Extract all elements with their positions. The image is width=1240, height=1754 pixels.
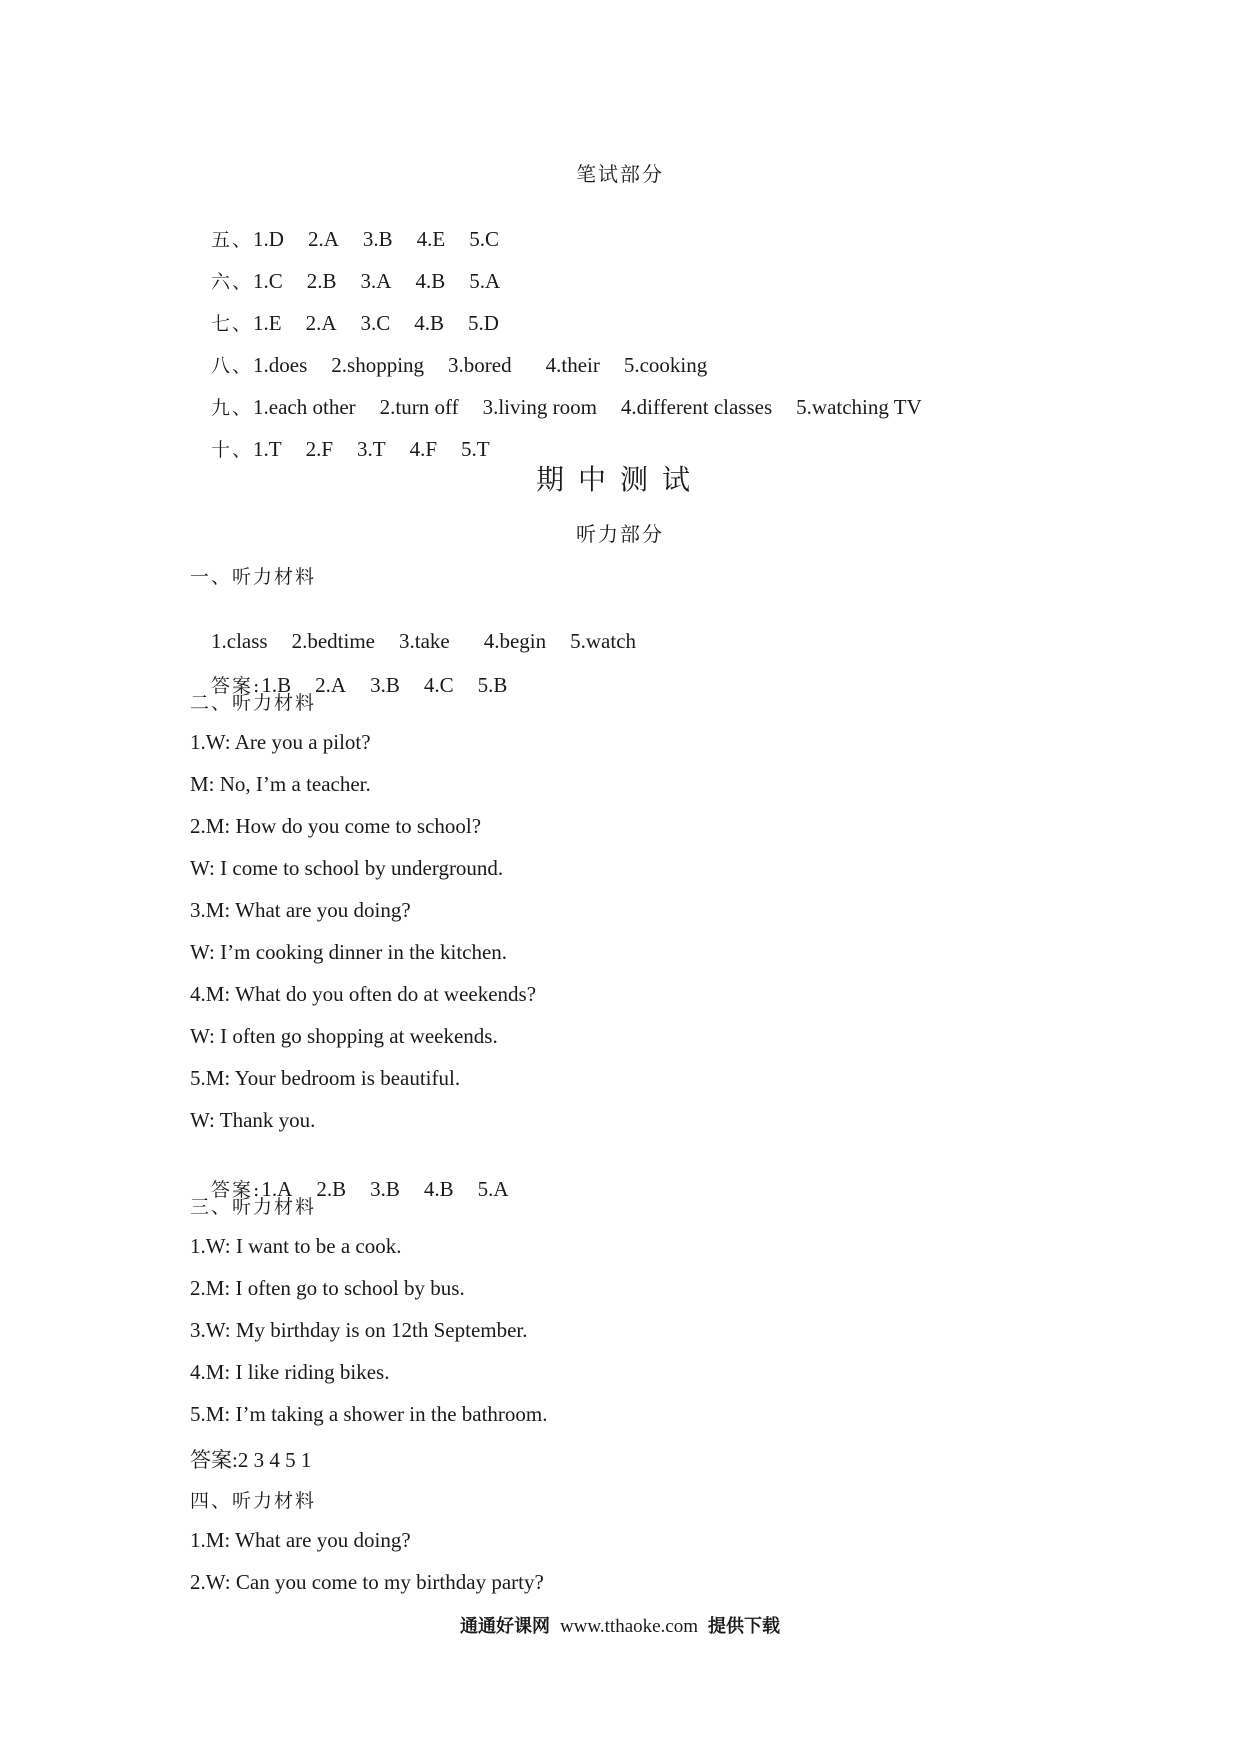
answer-item: 1.does [253,353,308,377]
answer-item: 2.B [306,269,337,293]
answer-item: 2.B [316,1177,347,1201]
transcript-line: W: I’m cooking dinner in the kitchen. [190,940,508,964]
transcript-line: 1.M: What are you doing? [190,1528,411,1552]
answer-item: 5.watching TV [796,395,922,419]
transcript-line: W: Thank you. [190,1108,316,1132]
answer-item: 2.turn off [379,395,459,419]
part3-answers: 答案:2 3 4 5 1 [190,1448,312,1472]
transcript-line: 3.M: What are you doing? [190,898,411,922]
answer-item: 1.E [253,311,282,335]
answer-item: 5.D [468,311,499,335]
word-item: 4.begin [483,629,547,653]
answer-item: 3.C [360,311,391,335]
transcript-line: W: I come to school by underground. [190,856,504,880]
answer-item: 2.shopping [331,353,425,377]
answer-item: 4.F [409,437,438,461]
answer-item: 3.B [370,673,400,697]
transcript-line: 4.M: I like riding bikes. [190,1360,390,1384]
answer-item: 1.T [253,437,282,461]
word-item: 5.watch [570,629,637,653]
answer-item: 3.B [362,227,393,251]
transcript-line: 2.M: How do you come to school? [190,814,482,838]
answer-prefix: 答案: [211,1179,262,1201]
answer-item: 2.F [305,437,334,461]
answer-item: 5.C [469,227,499,251]
answer-item: 2.A [307,227,339,251]
word-item: 1.class [211,629,268,653]
row-label: 七、 [211,313,254,335]
row-label: 十、 [211,439,254,461]
footer-url[interactable]: www.tthaoke.com [559,1616,699,1637]
part1-heading: 一、听力材料 [190,566,317,588]
answer-item: 1.D [253,227,284,251]
transcript-line: W: I often go shopping at weekends. [190,1024,498,1048]
answer-item: 1.A [261,1177,293,1201]
row-label: 八、 [211,355,254,377]
footer-suffix: 提供下载 [708,1616,781,1637]
answer-item: 1.C [253,269,283,293]
part4-heading: 四、听力材料 [190,1490,317,1512]
part3-heading: 三、听力材料 [190,1196,317,1218]
answer-item: 5.A [477,1177,509,1201]
answer-item: 4.B [423,1177,454,1201]
answer-item: 3.B [370,1177,400,1201]
word-item: 2.bedtime [291,629,375,653]
midterm-title: 期中测试 [535,463,704,496]
answer-item: 3.A [360,269,392,293]
word-item: 3.take [398,629,450,653]
answer-item: 5.cooking [623,353,708,377]
written-section-heading: 笔试部分 [576,162,664,186]
row-label: 九、 [211,397,254,419]
part2-heading: 二、听力材料 [190,692,317,714]
answer-item: 1.B [261,673,292,697]
answer-item: 3.T [357,437,386,461]
answer-item: 2.A [305,311,337,335]
answer-item: 4.C [423,673,454,697]
row-label: 六、 [211,271,254,293]
answer-item: 5.A [469,269,501,293]
transcript-line: 5.M: I’m taking a shower in the bathroom. [190,1402,548,1426]
transcript-line: 1.W: Are you a pilot? [190,730,371,754]
answer-item: 3.bored [448,353,512,377]
answer-item: 5.T [461,437,490,461]
answer-item: 4.B [415,269,446,293]
row-label: 五、 [211,229,254,251]
transcript-line: 3.W: My birthday is on 12th September. [190,1318,528,1342]
transcript-line: 5.M: Your bedroom is beautiful. [190,1066,461,1090]
answer-item: 4.different classes [620,395,773,419]
answer-item: 4.E [416,227,446,251]
answer-item: 1.each other [253,395,356,419]
answer-item: 5.B [477,673,508,697]
transcript-line: 2.W: Can you come to my birthday party? [190,1570,544,1594]
answer-item: 2.A [315,673,347,697]
answer-item: 4.B [414,311,445,335]
answer-item: 4.their [545,353,600,377]
transcript-line: 1.W: I want to be a cook. [190,1234,402,1258]
transcript-line: M: No, I’m a teacher. [190,772,371,796]
answer-item: 3.living room [482,395,597,419]
footer [0,1612,1240,1638]
listening-section-heading: 听力部分 [576,522,664,546]
footer-site-name: 通通好课网 [459,1616,550,1637]
answer-prefix: 答案: [211,675,262,697]
transcript-line: 4.M: What do you often do at weekends? [190,982,537,1006]
transcript-line: 2.M: I often go to school by bus. [190,1276,465,1300]
